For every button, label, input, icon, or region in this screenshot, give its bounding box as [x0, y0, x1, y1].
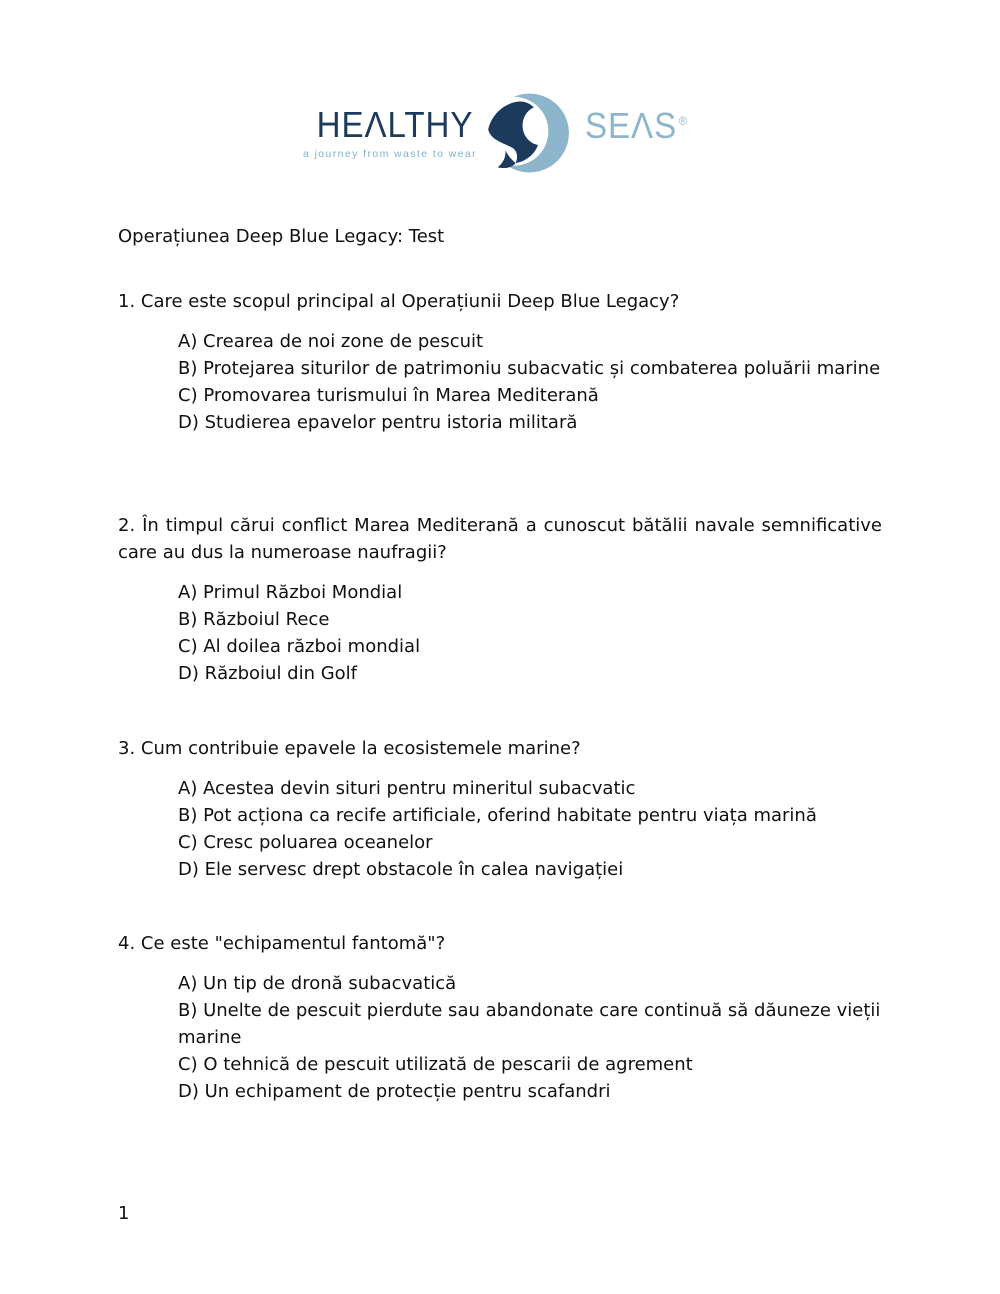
seas-wordmark: SEΛS: [585, 105, 678, 146]
question-2-option-b: B) Războiul Rece: [178, 609, 330, 630]
logo-tagline: a journey from waste to wear: [303, 147, 478, 160]
question-3: [118, 735, 882, 883]
question-4: [118, 930, 882, 1105]
question-3-text: 3. Cum contribuie epavele la ecosistemele marine?: [118, 738, 581, 759]
healthy-wordmark: HEΛLTHY: [316, 103, 474, 145]
seas-wordmark-block: [585, 105, 689, 146]
question-2: [118, 512, 882, 687]
question-3-option-d: D) Ele servesc drept obstacole în calea navigației: [178, 859, 624, 880]
question-3-option-c: C) Cresc poluarea oceanelor: [178, 832, 433, 853]
question-4-option-c: C) O tehnică de pescuit utilizată de pescarii de agrement: [178, 1054, 693, 1075]
registered-trademark: ®: [678, 114, 689, 128]
question-4-text: 4. Ce este "echipamentul fantomă"?: [118, 933, 446, 954]
question-1-option-c: C) Promovarea turismului în Marea Mediterană: [178, 385, 599, 406]
question-4-option-b: B) Unelte de pescuit pierdute sau abandonate care continuă să dăuneze vieții marine: [178, 1000, 881, 1048]
question-2-text: 2. În timpul cărui conflict Marea Mediterană a cunoscut bătălii navale semnificative care au dus la numeroase naufragii?: [118, 515, 882, 563]
question-1-text: 1. Care este scopul principal al Operațiunii Deep Blue Legacy?: [118, 291, 680, 312]
question-3-option-a: A) Acestea devin situri pentru mineritul subacvatic: [178, 778, 636, 799]
question-2-option-c: C) Al doilea război mondial: [178, 636, 421, 657]
question-1-option-d: D) Studierea epavelor pentru istoria militară: [178, 412, 578, 433]
question-4-option-a: A) Un tip de dronă subacvatică: [178, 973, 457, 994]
document-title: Operațiunea Deep Blue Legacy: Test: [118, 226, 445, 247]
question-2-option-a: A) Primul Război Mondial: [178, 582, 403, 603]
question-2-options: [178, 579, 882, 687]
question-2-option-d: D) Războiul din Golf: [178, 663, 358, 684]
question-3-options: [178, 775, 882, 883]
question-3-option-b: B) Pot acționa ca recife artificiale, oferind habitate pentru viața marină: [178, 805, 817, 826]
question-1-option-a: A) Crearea de noi zone de pescuit: [178, 331, 484, 352]
question-1-option-b: B) Protejarea siturilor de patrimoniu subacvatic și combaterea poluării marine: [178, 358, 881, 379]
healthy-seas-logo: [0, 90, 1000, 176]
question-1: [118, 288, 882, 436]
question-1-options: [178, 328, 882, 436]
fish-crescent-icon: [483, 90, 569, 176]
logo-text-block: [303, 103, 478, 160]
question-4-options: [178, 970, 882, 1105]
page-number: 1: [118, 1203, 130, 1224]
question-4-option-d: D) Un echipament de protecție pentru scafandri: [178, 1081, 611, 1102]
